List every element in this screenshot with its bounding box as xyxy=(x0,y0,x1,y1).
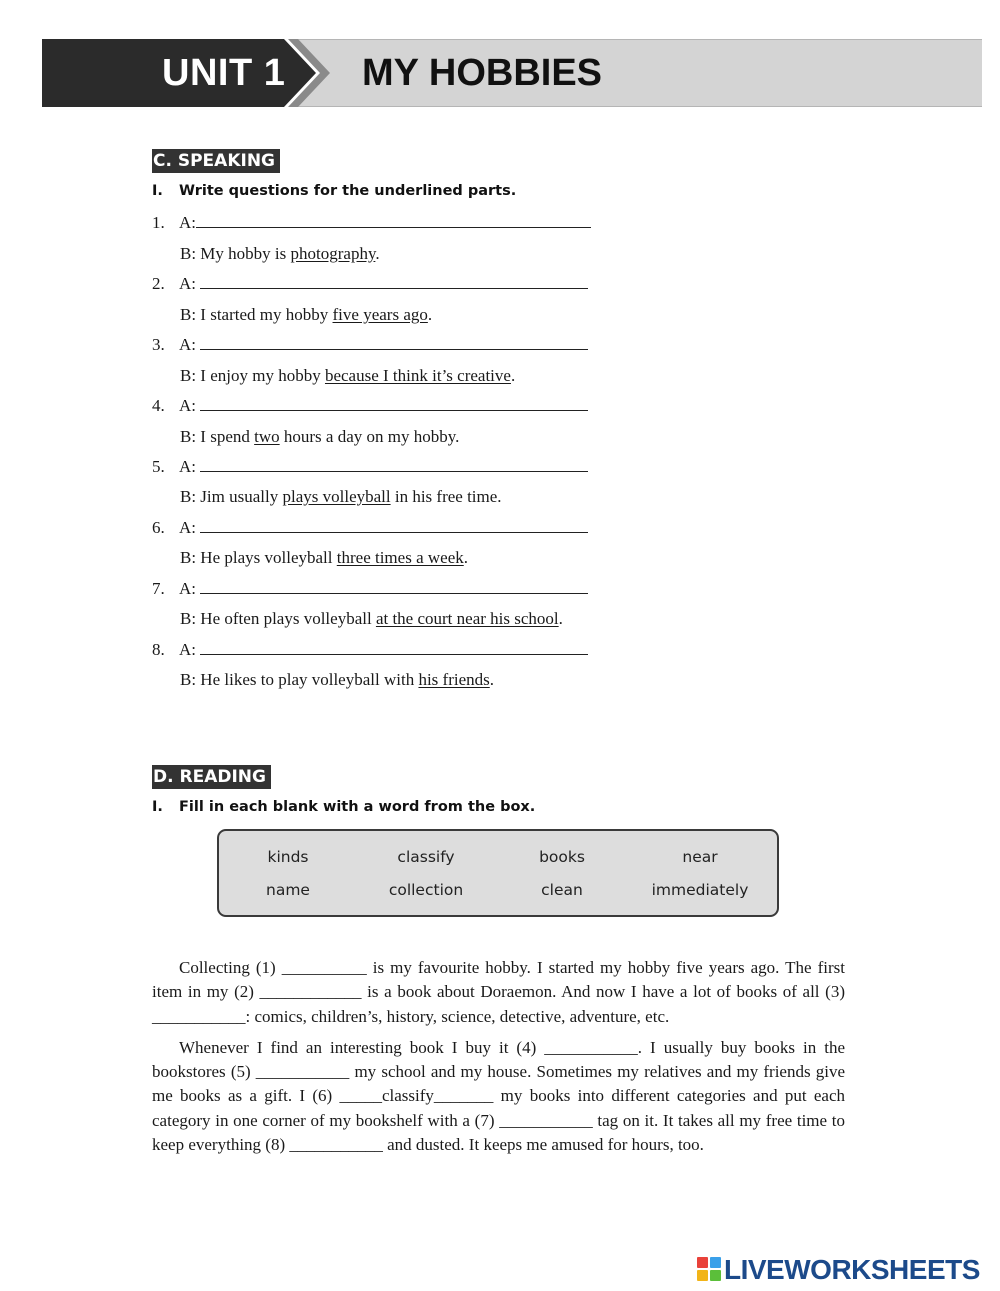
passage-paragraph-1 xyxy=(152,956,845,1029)
answer-input-line[interactable] xyxy=(200,274,588,289)
underlined-part: photography xyxy=(290,244,376,263)
question-row-3 xyxy=(152,335,588,355)
answer-input-line[interactable] xyxy=(200,640,588,655)
speaking-instruction xyxy=(152,183,516,199)
answer-b-8 xyxy=(180,670,494,690)
unit-label: UNIT 1 xyxy=(162,52,286,94)
answer-a-label: A: xyxy=(179,274,196,293)
word-bank-item: collection xyxy=(388,881,464,899)
answer-input-line[interactable] xyxy=(200,335,588,350)
passage-text: . I usually buy books in the bookstores (5) xyxy=(152,1037,845,1082)
underlined-part: his friends xyxy=(418,670,490,689)
reading-passage xyxy=(152,956,845,1157)
b-text: B: He plays volleyball xyxy=(180,548,337,567)
answer-b-2 xyxy=(180,305,432,325)
question-number: 4. xyxy=(152,396,165,415)
answer-input-line[interactable] xyxy=(200,518,588,533)
b-text-end: . xyxy=(489,670,494,689)
b-text-end: . xyxy=(427,305,433,324)
answer-a-label: A: xyxy=(179,579,196,598)
question-number: 2. xyxy=(152,274,165,293)
liveworksheets-logo-icon xyxy=(697,1257,721,1281)
b-text: B: My hobby is xyxy=(180,244,291,263)
b-text-end: . xyxy=(558,609,563,628)
word-bank-item: classify xyxy=(397,848,455,866)
answer-a-label: A: xyxy=(179,457,196,476)
unit-title: MY HOBBIES xyxy=(362,52,603,94)
b-text: B: I spend xyxy=(180,427,255,446)
answer-b-7 xyxy=(180,609,563,629)
answer-a-label: A: xyxy=(179,640,196,659)
b-text-end: in his free time. xyxy=(390,487,502,506)
reading-instruction xyxy=(152,799,535,815)
b-text: B: He likes to play volleyball with xyxy=(180,670,419,689)
answer-input-line[interactable] xyxy=(196,213,591,228)
passage-text: Collecting (1) xyxy=(179,958,282,977)
passage-text: my school and my house. Sometimes my relatives and my friends give me books as a gift. I (6) xyxy=(152,1062,846,1106)
word-bank-item: kinds xyxy=(267,848,309,866)
word-bank-item: near xyxy=(682,848,718,866)
answer-input-line[interactable] xyxy=(200,579,588,594)
chevron-arrow-icon xyxy=(284,39,332,107)
question-number: 5. xyxy=(152,457,165,476)
passage-text: and dusted. It keeps me amused for hours, too. xyxy=(382,1135,704,1155)
unit-banner xyxy=(42,39,982,107)
passage-text: : comics, children’s, history, science, detective, adventure, etc. xyxy=(245,1006,670,1026)
b-text-end: . xyxy=(463,548,468,567)
instruction-number: I. xyxy=(152,799,163,815)
b-text-end: hours a day on my hobby. xyxy=(279,427,460,446)
underlined-part: two xyxy=(254,427,280,446)
answer-a-label: A: xyxy=(179,335,196,354)
question-row-2 xyxy=(152,274,588,294)
question-row-6 xyxy=(152,518,588,538)
underlined-part: three times a week xyxy=(336,548,464,567)
question-row-4 xyxy=(152,396,588,416)
blank-4[interactable]: ___________ xyxy=(544,1037,638,1057)
blank-3[interactable]: ___________ xyxy=(152,1006,246,1026)
b-text: B: I started my hobby xyxy=(180,305,333,324)
instruction-text: Fill in each blank with a word from the box. xyxy=(179,799,536,815)
blank-1[interactable]: __________ xyxy=(281,958,367,977)
word-bank-item: clean xyxy=(541,881,583,899)
blank-8[interactable]: ___________ xyxy=(289,1135,383,1155)
question-row-5 xyxy=(152,457,588,477)
instruction-text: Write questions for the underlined parts. xyxy=(179,183,517,199)
answer-a-label: A: xyxy=(179,518,196,537)
instruction-number: I. xyxy=(152,183,163,199)
question-row-1 xyxy=(152,213,591,233)
answer-a-label: A: xyxy=(179,396,196,415)
b-text-end: . xyxy=(375,244,380,263)
answer-input-line[interactable] xyxy=(200,457,588,472)
underlined-part: at the court near his school xyxy=(375,609,559,628)
question-number: 7. xyxy=(152,579,165,598)
blank-6-example: _____classify_______ xyxy=(339,1086,494,1106)
answer-b-5 xyxy=(180,487,502,507)
passage-paragraph-2 xyxy=(152,1036,845,1157)
b-text: B: I enjoy my hobby xyxy=(180,366,325,385)
passage-text: tag on it. It takes all my free time to keep everything (8) xyxy=(152,1110,845,1155)
speaking-heading: C. SPEAKING xyxy=(152,149,280,173)
b-text: B: Jim usually xyxy=(180,487,283,506)
underlined-part: because I think it’s creative xyxy=(324,366,511,385)
word-bank-item: name xyxy=(266,881,310,899)
question-number: 6. xyxy=(152,518,165,537)
answer-a-label: A: xyxy=(179,213,196,232)
b-text: B: He often plays volleyball xyxy=(180,609,376,628)
passage-text: is a book about Doraemon. And now I have a lot of books of all (3) xyxy=(361,982,845,1002)
answer-b-6 xyxy=(180,548,468,568)
reading-heading: D. READING xyxy=(152,765,271,789)
logo-text: LIVEWORKSHEETS xyxy=(724,1254,980,1285)
answer-b-3 xyxy=(180,366,515,386)
answer-input-line[interactable] xyxy=(200,396,588,411)
passage-text: Whenever I find an interesting book I buy it (4) xyxy=(179,1037,545,1057)
question-number: 1. xyxy=(152,213,165,232)
blank-2[interactable]: ____________ xyxy=(259,982,362,1002)
answer-b-1 xyxy=(180,244,380,264)
b-text-end: . xyxy=(510,366,516,385)
question-row-7 xyxy=(152,579,588,599)
underlined-part: plays volleyball xyxy=(282,487,391,506)
word-bank-item: books xyxy=(539,848,585,866)
passage-text: is my favourite hobby. I started my hobby five years ago. The first item in my (2) xyxy=(152,958,845,1002)
question-number: 3. xyxy=(152,335,165,354)
word-bank-box xyxy=(217,829,779,917)
answer-b-4 xyxy=(180,427,459,447)
underlined-part: five years ago xyxy=(332,305,428,324)
question-row-8 xyxy=(152,640,588,660)
passage-text: my books into different categories and put each category in one corner of my bookshelf with a (7) xyxy=(152,1086,845,1130)
word-bank-item: immediately xyxy=(651,881,749,899)
question-number: 8. xyxy=(152,640,165,659)
blank-7[interactable]: ___________ xyxy=(499,1110,593,1130)
blank-5[interactable]: ___________ xyxy=(255,1062,350,1082)
